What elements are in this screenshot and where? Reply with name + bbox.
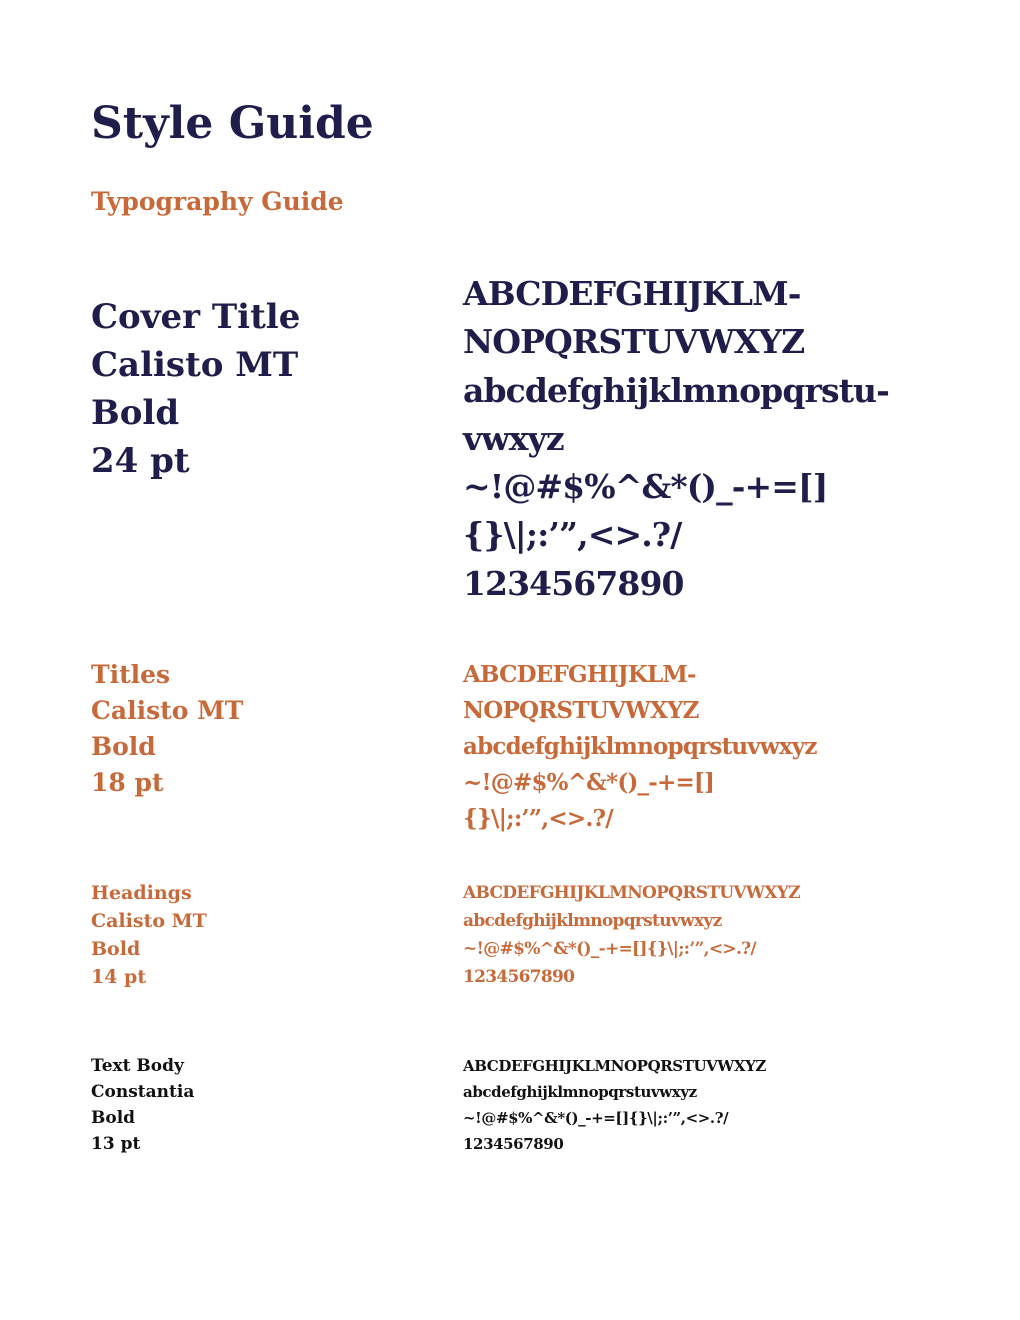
document-title: Style Guide — [91, 98, 374, 149]
cover-title-spec — [91, 293, 300, 485]
sample-uppercase-line-2: NOPQRSTUVWXYZ — [463, 322, 805, 362]
titles-spec — [91, 657, 243, 801]
headings-sample — [463, 879, 800, 991]
spec-font-size: 13 pt — [91, 1134, 141, 1154]
sample-symbols-line-2: {}\|;:’”,<>.?/ — [463, 805, 613, 832]
sample-uppercase-line-2: NOPQRSTUVWXYZ — [463, 697, 699, 724]
sample-uppercase-line-1: ABCDEFGHIJKLM- — [463, 274, 801, 313]
text-body-sample — [463, 1053, 766, 1157]
sample-lowercase: abcdefghijklmnopqrstuvwxyz — [463, 733, 817, 760]
sample-symbols-line-1: ~!@#$%^&*()_-+=[] — [463, 467, 828, 507]
spec-font-name: Calisto MT — [91, 696, 244, 725]
spec-font-name: Calisto MT — [91, 345, 299, 385]
headings-spec — [91, 879, 207, 991]
text-body-spec — [91, 1053, 194, 1157]
sample-symbols: ~!@#$%^&*()_-+=[]{}\|;:’”,<>.?/ — [463, 939, 756, 959]
spec-font-weight: Bold — [91, 938, 141, 960]
spec-font-size: 18 pt — [91, 768, 164, 797]
spec-font-name: Constantia — [91, 1082, 195, 1102]
sample-uppercase: ABCDEFGHIJKLMNOPQRSTUVWXYZ — [463, 883, 800, 903]
spec-font-size: 24 pt — [91, 441, 190, 481]
cover-title-sample — [463, 270, 889, 608]
spec-font-size: 14 pt — [91, 966, 147, 988]
spec-font-weight: Bold — [91, 393, 180, 433]
sample-uppercase-line-1: ABCDEFGHIJKLM- — [463, 661, 696, 688]
sample-digits: 1234567890 — [463, 967, 575, 987]
sample-digits: 1234567890 — [463, 563, 684, 603]
sample-lowercase: abcdefghijklmnopqrstuvwxyz — [463, 911, 722, 931]
spec-style-name: Titles — [91, 660, 171, 689]
sample-symbols-line-1: ~!@#$%^&*()_-+=[] — [463, 769, 715, 796]
document-subtitle: Typography Guide — [91, 187, 344, 216]
sample-symbols: ~!@#$%^&*()_-+=[]{}\|;:’”,<>.?/ — [463, 1109, 729, 1127]
sample-symbols-line-2: {}\|;:’”,<>.?/ — [463, 515, 682, 555]
sample-uppercase: ABCDEFGHIJKLMNOPQRSTUVWXYZ — [463, 1057, 766, 1075]
spec-style-name: Text Body — [91, 1056, 184, 1076]
spec-style-name: Headings — [91, 882, 192, 904]
spec-font-weight: Bold — [91, 1108, 136, 1128]
sample-lowercase: abcdefghijklmnopqrstuvwxyz — [463, 1083, 697, 1101]
sample-lowercase-line-1: abcdefghijklmnopqrstu- — [463, 370, 889, 410]
sample-lowercase-line-2: vwxyz — [463, 418, 564, 458]
sample-digits: 1234567890 — [463, 1135, 564, 1153]
spec-style-name: Cover Title — [91, 297, 301, 337]
spec-font-name: Calisto MT — [91, 910, 207, 932]
spec-font-weight: Bold — [91, 732, 156, 761]
titles-sample — [463, 657, 817, 837]
